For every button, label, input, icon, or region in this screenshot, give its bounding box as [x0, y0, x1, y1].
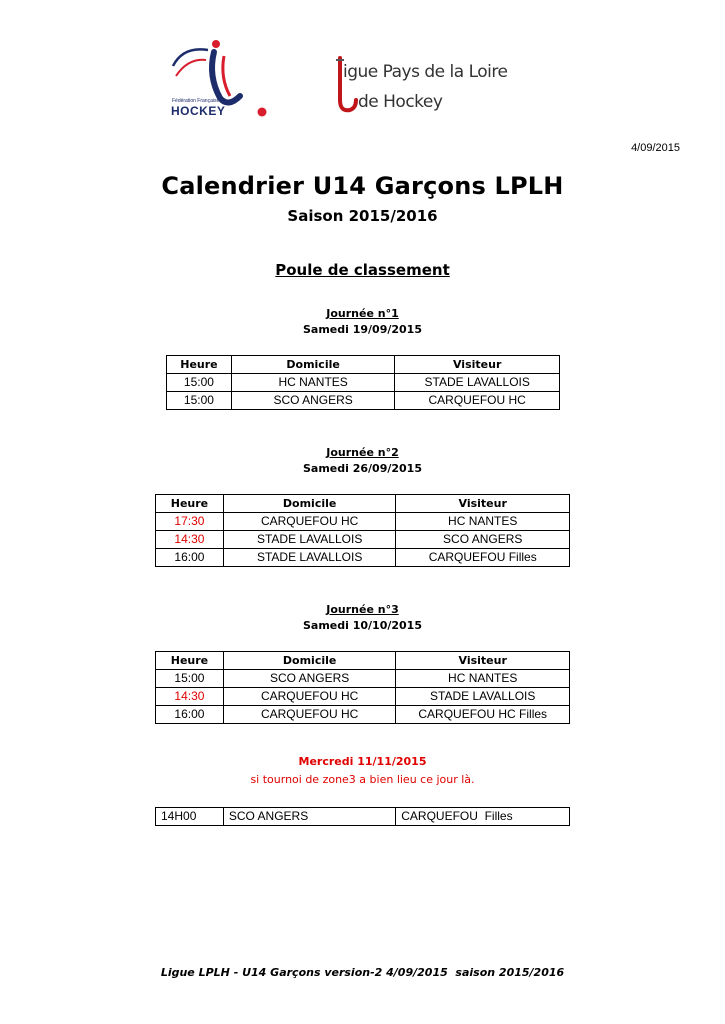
table-row: [156, 531, 570, 549]
home-team: STADE LAVALLOIS: [223, 531, 396, 549]
table-row: [167, 392, 560, 410]
home-team: CARQUEFOU HC: [223, 706, 396, 724]
away-team: CARQUEFOU Filles: [396, 549, 570, 567]
extra-match-date: Mercredi 11/11/2015: [298, 755, 427, 768]
col-domicile: Domicile: [223, 652, 396, 670]
table-row: [156, 549, 570, 567]
match-time: 14:30: [156, 688, 224, 706]
col-domicile: Domicile: [223, 495, 396, 513]
match-time: 14H00: [156, 808, 224, 826]
col-visiteur: Visiteur: [396, 652, 570, 670]
table-header-row: [167, 356, 560, 374]
home-team: CARQUEFOU HC: [223, 513, 396, 531]
ffh-logo-caption: Fédération Française de: [172, 98, 227, 104]
col-heure: Heure: [156, 652, 224, 670]
away-team: CARQUEFOU HC: [395, 392, 560, 410]
table-row: [156, 513, 570, 531]
journee-2-title: Journée n°2: [326, 446, 399, 459]
home-team: SCO ANGERS: [223, 808, 395, 826]
home-team: SCO ANGERS: [231, 392, 395, 410]
section-title: Poule de classement: [275, 261, 450, 279]
page-footer: Ligue LPLH - U14 Garçons version-2 4/09/2015 saison 2015/2016: [160, 966, 565, 979]
table-row: [156, 706, 570, 724]
table-row: [156, 808, 570, 826]
match-time: 15:00: [156, 670, 224, 688]
table-row: [167, 374, 560, 392]
away-team: STADE LAVALLOIS: [396, 688, 570, 706]
document-date: 4/09/2015: [631, 142, 680, 154]
home-team: SCO ANGERS: [223, 670, 396, 688]
away-team: CARQUEFOU HC Filles: [396, 706, 570, 724]
home-team: HC NANTES: [231, 374, 395, 392]
col-heure: Heure: [156, 495, 224, 513]
col-visiteur: Visiteur: [396, 495, 570, 513]
journee-3-table: [155, 651, 570, 724]
away-team: CARQUEFOU Filles: [396, 808, 570, 826]
season-subtitle: Saison 2015/2016: [287, 207, 438, 225]
match-time: 16:00: [156, 706, 224, 724]
journee-3-title: Journée n°3: [326, 603, 399, 616]
away-team: SCO ANGERS: [396, 531, 570, 549]
ffh-logo: [168, 36, 274, 120]
col-domicile: Domicile: [231, 356, 395, 374]
journee-1-table: [166, 355, 560, 410]
extra-match-table: [155, 807, 570, 826]
match-time: 14:30: [156, 531, 224, 549]
lplh-logo-line2: de Hockey: [358, 92, 443, 112]
home-team: CARQUEFOU HC: [223, 688, 396, 706]
lplh-logo-line1: igue Pays de la Loire: [343, 62, 508, 82]
page-title: Calendrier U14 Garçons LPLH: [161, 172, 564, 200]
match-time: 16:00: [156, 549, 224, 567]
journee-2-date: Samedi 26/09/2015: [302, 462, 422, 475]
col-heure: Heure: [167, 356, 232, 374]
table-row: [156, 688, 570, 706]
match-time: 17:30: [156, 513, 224, 531]
journee-1-date: Samedi 19/09/2015: [302, 323, 422, 336]
journee-3-date: Samedi 10/10/2015: [302, 619, 422, 632]
away-team: HC NANTES: [396, 670, 570, 688]
home-team: STADE LAVALLOIS: [223, 549, 396, 567]
col-visiteur: Visiteur: [395, 356, 560, 374]
match-time: 15:00: [167, 392, 232, 410]
journee-2-table: [155, 494, 570, 567]
table-row: [156, 670, 570, 688]
lplh-logo: [330, 54, 508, 122]
away-team: HC NANTES: [396, 513, 570, 531]
table-header-row: [156, 495, 570, 513]
extra-match-note: si tournoi de zone3 a bien lieu ce jour là.: [250, 773, 475, 786]
match-time: 15:00: [167, 374, 232, 392]
away-team: STADE LAVALLOIS: [395, 374, 560, 392]
table-header-row: [156, 652, 570, 670]
ffh-logo-wordmark: HOCKEY: [171, 104, 226, 118]
journee-1-title: Journée n°1: [326, 307, 399, 320]
